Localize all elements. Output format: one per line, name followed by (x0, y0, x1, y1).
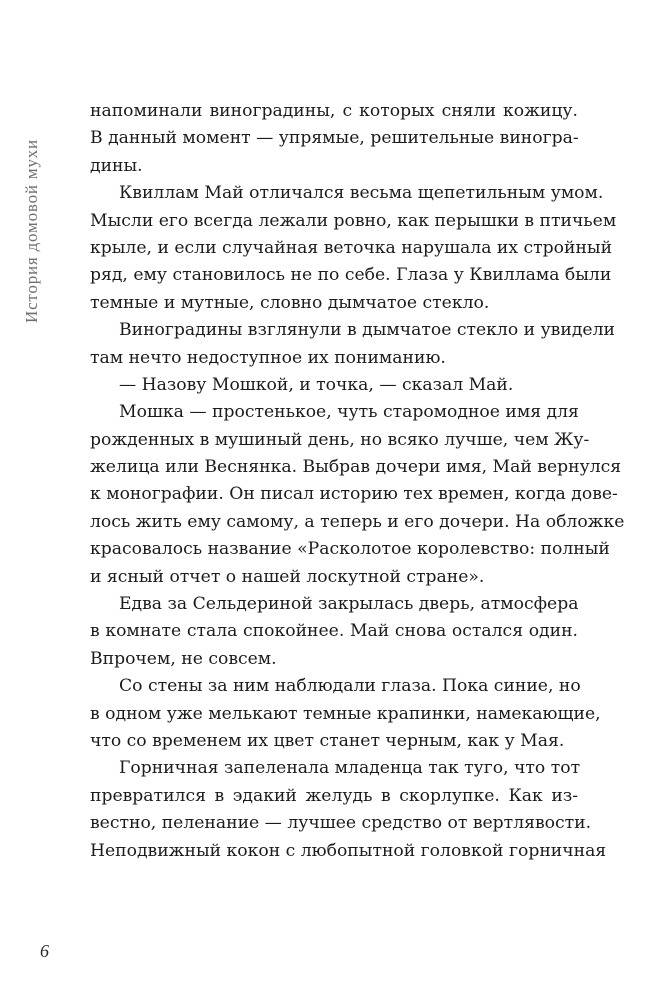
text-line: Виноградины взглянули в дымчатое стекло и увидели (119, 320, 615, 341)
text-line: лось жить ему самому, а теперь и его дочери. На обложке (90, 511, 625, 532)
page-number: 6 (40, 941, 49, 961)
text-line: напоминали виноградины, с которых сняли кожицу. (90, 101, 578, 121)
text-line: в одном уже мелькают темные крапинки, намекающие, (90, 703, 601, 724)
text-line: что со временем их цвет станет черным, как у Мая. (90, 730, 565, 751)
body-text (90, 98, 625, 865)
text-line: рожденных в мушиный день, но всяко лучше, чем Жу- (90, 429, 590, 450)
running-head: История домовой мухи (22, 139, 41, 323)
text-line: в комнате стала спокойнее. Май снова остался один. (90, 621, 578, 642)
text-line: Мошка — простенькое, чуть старомодное имя для (119, 402, 579, 423)
text-line: Впрочем, не совсем. (90, 648, 277, 669)
text-line: вестно, пеленание — лучшее средство от вертлявости. (90, 813, 592, 834)
text-line: крыле, и если случайная веточка нарушала их стройный (90, 237, 613, 258)
text-line: Квиллам Май отличался весьма щепетильным умом. (119, 183, 604, 204)
text-line: дины. (90, 155, 143, 176)
text-line: — Назову Мошкой, и точка, — сказал Май. (119, 374, 514, 395)
text-line: там нечто недоступное их пониманию. (90, 347, 446, 368)
text-line: Едва за Сельдериной закрылась дверь, атмосфера (119, 594, 579, 615)
text-line: Горничная запеленала младенца так туго, что тот (119, 758, 581, 779)
text-line: Мысли его всегда лежали ровно, как перышки в птичьем (90, 210, 617, 231)
text-line: В данный момент — упрямые, решительные виногра- (90, 128, 579, 149)
text-line: к монографии. Он писал историю тех времен, когда дове- (90, 484, 618, 505)
text-line: красовалось название «Расколотое королевство: полный (90, 539, 610, 560)
text-line: Со стены за ним наблюдали глаза. Пока синие, но (119, 676, 581, 697)
text-line: и ясный отчет о нашей лоскутной стране». (90, 566, 485, 587)
text-line: ряд, ему становилось не по себе. Глаза у Квиллама были (90, 265, 612, 286)
text-line: желица или Веснянка. Выбрав дочери имя, Май вернулся (90, 457, 622, 478)
text-line: Неподвижный кокон с любопытной головкой горничная (90, 840, 607, 861)
text-line: превратился в эдакий желудь в скорлупке. Как из- (90, 785, 578, 806)
text-line: темные и мутные, словно дымчатое стекло. (90, 292, 490, 313)
